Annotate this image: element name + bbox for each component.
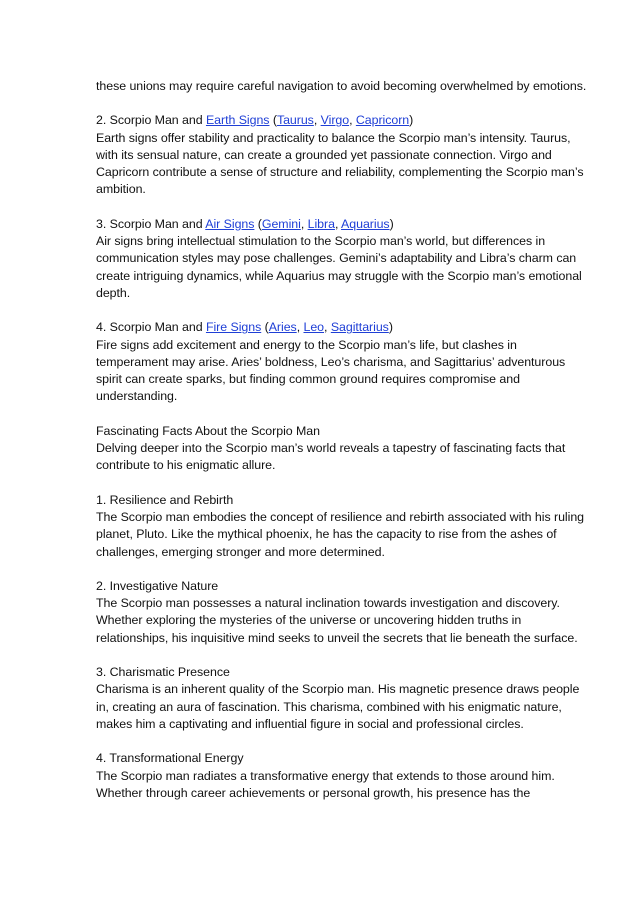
link-air-signs[interactable]: Air Signs: [205, 216, 255, 231]
fact-body: The Scorpio man embodies the concept of resilience and rebirth associated with his ruling planet, Pluto. Like the mythical phoenix, he has the capacity to rise from the ashes of challenges, emerging stronger and more determined.: [96, 509, 585, 559]
fact-transformational: [96, 750, 588, 802]
fire-signs-section: [96, 319, 588, 405]
fire-signs-body: Fire signs add excitement and energy to the Scorpio man’s life, but clashes in temperament may arise. Aries’ boldness, Leo’s charisma, and Sagittarius’ adventurous spirit can create sparks, but finding common ground requires compromise and understanding.: [96, 337, 566, 404]
link-virgo[interactable]: Virgo: [320, 113, 350, 128]
fact-investigative: [96, 578, 588, 647]
fact-heading: 3. Charismatic Presence: [96, 665, 230, 680]
earth-signs-heading: 2. Scorpio Man and Earth Signs (Taurus, Virgo, Capricorn): [96, 113, 414, 128]
link-taurus[interactable]: Taurus: [276, 113, 314, 128]
fact-resilience: [96, 492, 588, 561]
intro-paragraph: these unions may require careful navigation to avoid becoming overwhelmed by emotions.: [96, 79, 587, 93]
fire-signs-heading: 4. Scorpio Man and Fire Signs (Aries, Leo, Sagittarius): [96, 320, 393, 335]
link-leo[interactable]: Leo: [303, 320, 325, 335]
fact-charismatic: [96, 664, 588, 733]
facts-heading: Fascinating Facts About the Scorpio Man: [96, 423, 320, 438]
air-signs-heading: 3. Scorpio Man and Air Signs (Gemini, Libra, Aquarius): [96, 216, 394, 231]
link-fire-signs[interactable]: Fire Signs: [205, 320, 262, 335]
earth-signs-body: Earth signs offer stability and practicality to balance the Scorpio man’s intensity. Taurus, with its sensual nature, can create a grounded yet passionate connection. Virgo and Capricorn contribute a sense of structure and reliability, complementing the Scorpio man’s ambition.: [96, 130, 584, 197]
fact-heading: 2. Investigative Nature: [96, 578, 219, 593]
link-aquarius[interactable]: Aquarius: [341, 216, 390, 231]
link-aries[interactable]: Aries: [268, 320, 297, 335]
facts-intro-body: Delving deeper into the Scorpio man’s world reveals a tapestry of fascinating facts that contribute to his enigmatic allure.: [96, 441, 566, 473]
earth-signs-section: [96, 112, 588, 198]
fact-body: The Scorpio man possesses a natural inclination towards investigation and discovery. Whether exploring the mysteries of the universe or uncovering hidden truths in relationships, his inquisitive mind seeks to unveil the secrets that lie beneath the surface.: [96, 596, 578, 645]
link-gemini[interactable]: Gemini: [261, 216, 301, 231]
air-signs-section: [96, 216, 588, 302]
link-libra[interactable]: Libra: [307, 216, 335, 231]
facts-intro-section: [96, 423, 588, 475]
fact-body: Charisma is an inherent quality of the Scorpio man. His magnetic presence draws people in, creating an aura of fascination. This charisma, combined with his enigmatic nature, makes him a captivating and influential figure in social and professional circles.: [96, 682, 580, 731]
fact-heading: 4. Transformational Energy: [96, 751, 244, 766]
fact-heading: 1. Resilience and Rebirth: [96, 492, 234, 507]
link-capricorn[interactable]: Capricorn: [355, 113, 410, 128]
air-signs-body: Air signs bring intellectual stimulation to the Scorpio man’s world, but differences in communication styles may pose challenges. Gemini’s adaptability and Libra’s charm can create intriguing dynamics, while Aquarius may struggle with the Scorpio man’s emotional depth.: [96, 234, 582, 300]
link-sagittarius[interactable]: Sagittarius: [330, 320, 389, 335]
link-earth-signs[interactable]: Earth Signs: [205, 113, 270, 128]
fact-body: The Scorpio man radiates a transformative energy that extends to those around him. Whether through career achievements or personal growth, his presence has the: [96, 768, 555, 800]
